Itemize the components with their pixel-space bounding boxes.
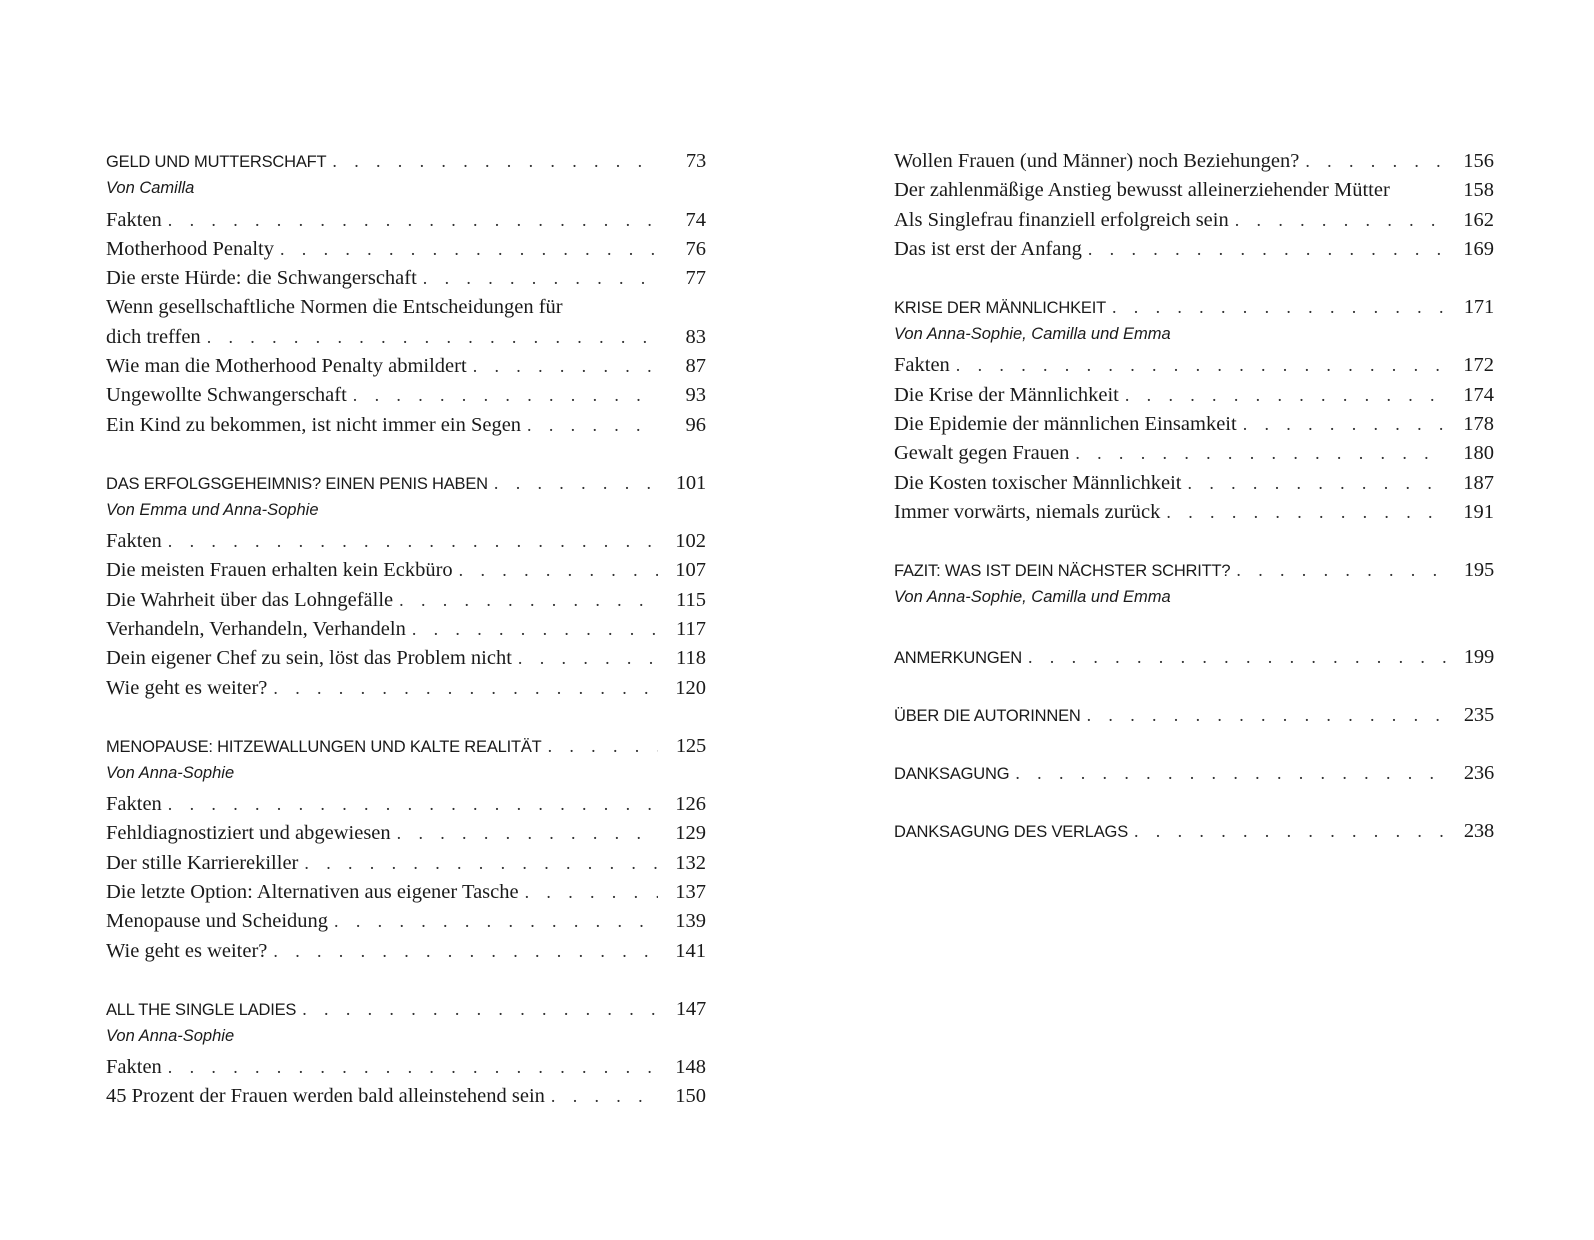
chapter-author: Von Emma und Anna-Sophie [106, 500, 319, 519]
toc-entry-title: Der zahlenmäßige Anstieg bewusst alleinerziehender Mütter [894, 179, 1390, 202]
dot-leader [273, 678, 658, 699]
page-number: 77 [685, 267, 706, 290]
dot-leader [423, 268, 658, 289]
dot-leader [1188, 473, 1446, 494]
dot-leader [399, 590, 658, 611]
toc-entry [106, 326, 706, 355]
chapter-title: GELD UND MUTTERSCHAFT [106, 153, 327, 171]
page-number: 107 [675, 559, 706, 582]
dot-leader [168, 531, 658, 552]
toc-entry [894, 413, 1494, 442]
page-number: 126 [675, 793, 706, 816]
page-number: 93 [685, 384, 706, 407]
toc-entry-title: Die erste Hürde: die Schwangerschaft [106, 267, 417, 290]
chapter-author: Von Anna-Sophie [106, 1026, 235, 1045]
page-number: 171 [1463, 295, 1494, 318]
dot-leader [273, 941, 658, 962]
dot-leader [525, 882, 658, 903]
chapter-title: MENOPAUSE: HITZEWALLUNGEN UND KALTE REALITÄT [106, 737, 542, 756]
section-gap [106, 443, 706, 472]
section-gap [894, 675, 1494, 704]
page-number: 148 [675, 1056, 706, 1079]
section-gap [894, 733, 1494, 762]
page-number: 102 [675, 530, 706, 553]
toc-entry-title: Fakten [106, 208, 162, 231]
toc-entry-title: Verhandeln, Verhandeln, Verhandeln [106, 618, 406, 641]
page-number: 158 [1463, 179, 1494, 202]
dot-leader [168, 210, 658, 231]
dot-leader [280, 239, 658, 260]
dot-leader [1015, 763, 1446, 784]
toc-entry [106, 793, 706, 822]
dot-leader [334, 911, 658, 932]
page-number: 174 [1463, 383, 1494, 406]
chapter-title: DAS ERFOLGSGEHEIMNIS? EINEN PENIS HABEN [106, 474, 488, 493]
dot-leader [494, 473, 658, 494]
page-number: 180 [1463, 442, 1494, 465]
toc-entry-title: 45 Prozent der Frauen werden bald alleinstehend sein [106, 1085, 545, 1108]
page-number: 156 [1463, 150, 1494, 172]
chapter-author: Von Anna-Sophie, Camilla und Emma [894, 325, 1171, 344]
page-number: 117 [676, 618, 706, 641]
toc-entry-title: Als Singlefrau finanziell erfolgreich sein [894, 208, 1229, 231]
dot-leader [1243, 414, 1446, 435]
page-number: 73 [685, 150, 706, 172]
toc-entry-title: Motherhood Penalty [106, 237, 274, 260]
dot-leader [473, 356, 658, 377]
toc-entry [106, 677, 706, 706]
toc-entry-title: Das ist erst der Anfang [894, 237, 1082, 260]
page-number: 101 [675, 471, 706, 494]
toc-entry-title: Gewalt gegen Frauen [894, 442, 1070, 465]
chapter-heading [106, 472, 706, 501]
dot-leader [168, 1057, 658, 1078]
dot-leader [1087, 705, 1446, 726]
page-number: 129 [675, 822, 706, 845]
toc-entry [106, 822, 706, 851]
page-number: 118 [676, 647, 706, 670]
toc-entry [106, 267, 706, 296]
chapter-title: ALL THE SINGLE LADIES [106, 1000, 297, 1019]
dot-leader [551, 1086, 658, 1107]
page-number: 139 [675, 910, 706, 933]
page-number: 187 [1463, 471, 1494, 494]
chapter-heading [894, 762, 1494, 791]
section-gap [894, 530, 1494, 559]
chapter-author: Von Anna-Sophie, Camilla und Emma [894, 588, 1171, 607]
chapter-heading [894, 820, 1494, 849]
toc-entry [894, 384, 1494, 413]
toc-entry [894, 501, 1494, 530]
page-number: 236 [1463, 761, 1494, 784]
dot-leader [1166, 502, 1446, 523]
chapter-heading [106, 735, 706, 764]
toc-entry-title: Die Kosten toxischer Männlichkeit [894, 471, 1182, 494]
chapter-title: FAZIT: WAS IST DEIN NÄCHSTER SCHRITT? [894, 561, 1231, 580]
page-number: 178 [1463, 412, 1494, 435]
toc-column-left [106, 150, 706, 1115]
page-number: 169 [1463, 237, 1494, 260]
page-number: 199 [1463, 645, 1494, 668]
chapter-title: DANKSAGUNG DES VERLAGS [894, 822, 1128, 841]
toc-entry-title: Die Epidemie der männlichen Einsamkeit [894, 412, 1237, 435]
section-gap [106, 969, 706, 998]
page-number: 76 [685, 237, 706, 260]
toc-entry-title: Wie geht es weiter? [106, 676, 268, 699]
page-number: 132 [675, 851, 706, 874]
dot-leader [1305, 151, 1446, 172]
chapter-heading [894, 296, 1494, 325]
toc-entry [894, 209, 1494, 238]
toc-entry [106, 559, 706, 588]
chapter-heading [106, 998, 706, 1027]
dot-leader [1112, 297, 1446, 318]
toc-entry-title: Fakten [106, 1056, 162, 1079]
toc-entry-title: Die meisten Frauen erhalten kein Eckbüro [106, 559, 453, 582]
page-number: 162 [1463, 208, 1494, 231]
dot-leader [527, 415, 658, 436]
page-number: 125 [675, 734, 706, 757]
toc-entry-title: Fakten [894, 354, 950, 377]
section-gap [106, 706, 706, 735]
chapter-title: KRISE DER MÄNNLICHKEIT [894, 298, 1106, 317]
page-number: 74 [685, 208, 706, 231]
page-number: 96 [685, 413, 706, 436]
toc-entry-title: Ungewollte Schwangerschaft [106, 384, 347, 407]
toc-entry [106, 618, 706, 647]
section-gap [894, 617, 1494, 646]
page-number: 150 [675, 1085, 706, 1108]
toc-column-right [894, 150, 1494, 849]
chapter-heading [106, 150, 706, 179]
toc-entry [106, 355, 706, 384]
toc-entry [106, 238, 706, 267]
toc-entry-title: Fakten [106, 793, 162, 816]
page-number: 137 [675, 881, 706, 904]
toc-entry [894, 179, 1494, 208]
dot-leader [304, 853, 658, 874]
toc-entry-title-line: Wenn gesellschaftliche Normen die Entscheidungen für [106, 296, 563, 319]
dot-leader [1235, 210, 1446, 231]
toc-entry-title: Fakten [106, 530, 162, 553]
dot-leader [518, 648, 658, 669]
toc-entry [894, 472, 1494, 501]
dot-leader [332, 151, 658, 172]
toc-entry-title: Ein Kind zu bekommen, ist nicht immer ein Segen [106, 413, 522, 436]
page-number: 195 [1463, 558, 1494, 581]
toc-entry [106, 530, 706, 559]
section-gap [894, 267, 1494, 296]
chapter-heading [894, 704, 1494, 733]
toc-entry [106, 384, 706, 413]
toc-entry-title: Dein eigener Chef zu sein, löst das Problem nicht [106, 647, 512, 670]
toc-entry-title: Menopause und Scheidung [106, 910, 329, 933]
toc-entry-title: Die letzte Option: Alternativen aus eigener Tasche [106, 881, 519, 904]
page-number: 83 [685, 325, 706, 348]
dot-leader [1125, 385, 1446, 406]
dot-leader [207, 327, 658, 348]
page-number: 115 [676, 588, 706, 611]
toc-entry [106, 910, 706, 939]
dot-leader [1134, 821, 1446, 842]
dot-leader [168, 794, 658, 815]
dot-leader [1088, 239, 1446, 260]
dot-leader [1075, 443, 1446, 464]
dot-leader [548, 736, 658, 757]
chapter-title: DANKSAGUNG [894, 764, 1010, 783]
page-number: 235 [1463, 703, 1494, 726]
toc-entry-title: dich treffen [106, 325, 201, 348]
toc-entry [106, 940, 706, 969]
toc-entry-title: Die Krise der Männlichkeit [894, 383, 1119, 406]
page-number: 147 [675, 997, 706, 1020]
toc-entry-title: Immer vorwärts, niemals zurück [894, 500, 1161, 523]
toc-entry [106, 852, 706, 881]
toc-entry-title: Wollen Frauen (und Männer) noch Beziehungen? [894, 150, 1300, 172]
dot-leader [1236, 560, 1446, 581]
chapter-heading [894, 559, 1494, 588]
dot-leader [956, 355, 1446, 376]
toc-entry [106, 881, 706, 910]
toc-entry-title: Die Wahrheit über das Lohngefälle [106, 588, 394, 611]
dot-leader [459, 560, 658, 581]
toc-entry [106, 647, 706, 676]
section-gap [894, 791, 1494, 820]
page-number: 191 [1463, 500, 1494, 523]
toc-entry-title: Wie geht es weiter? [106, 939, 268, 962]
page-number: 238 [1463, 819, 1494, 842]
toc-entry [894, 354, 1494, 383]
page-number: 172 [1463, 354, 1494, 377]
chapter-title: ÜBER DIE AUTORINNEN [894, 706, 1081, 725]
chapter-author: Von Anna-Sophie [106, 763, 235, 782]
chapter-author: Von Camilla [106, 179, 195, 198]
page-number: 120 [675, 676, 706, 699]
toc-entry [894, 150, 1494, 179]
toc-entry [106, 1056, 706, 1085]
dot-leader [397, 823, 658, 844]
toc-entry-title: Fehldiagnostiziert und abgewiesen [106, 822, 391, 845]
toc-entry [894, 442, 1494, 471]
toc-entry [106, 414, 706, 443]
toc-entry [106, 1085, 706, 1114]
dot-leader [412, 619, 658, 640]
toc-entry-title: Der stille Karrierekiller [106, 851, 299, 874]
toc-entry [894, 238, 1494, 267]
toc-entry [106, 589, 706, 618]
page-number: 87 [685, 355, 706, 378]
chapter-title: ANMERKUNGEN [894, 648, 1022, 667]
dot-leader [1028, 647, 1446, 668]
dot-leader [302, 999, 658, 1020]
dot-leader [353, 385, 658, 406]
toc-entry-title: Wie man die Motherhood Penalty abmildert [106, 355, 467, 378]
chapter-heading [894, 646, 1494, 675]
toc-entry [106, 209, 706, 238]
page-number: 141 [675, 939, 706, 962]
